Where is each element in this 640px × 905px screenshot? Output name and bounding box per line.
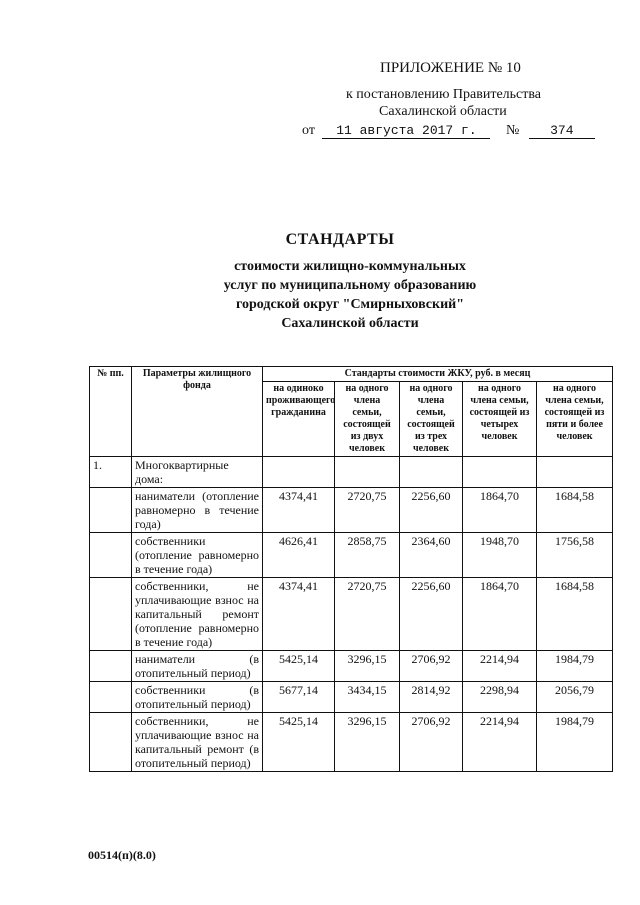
number-sign: №	[505, 123, 520, 138]
table-row	[90, 682, 613, 713]
appendix-region-line: Сахалинской области	[379, 104, 507, 119]
row-value: 5425,14	[263, 713, 335, 772]
header-family-of-two: на одного члена семьи, состоящей из двух человек	[335, 382, 400, 457]
empty-cell	[90, 488, 132, 533]
row-value: 5677,14	[263, 682, 335, 713]
table-row	[90, 713, 613, 772]
subtitle-line: услуг по муниципальному образованию	[223, 278, 477, 293]
row-value: 2256,60	[400, 578, 463, 651]
subtitle-line: городской округ "Смирныховский"	[236, 297, 464, 312]
row-value: 2706,92	[400, 651, 463, 682]
appendix-title: ПРИЛОЖЕНИЕ № 10	[380, 60, 521, 76]
row-value: 2214,94	[463, 713, 537, 772]
resolution-date: 11 августа 2017 г.	[322, 123, 490, 139]
header-parameters: Параметры жилищного фонда	[132, 367, 263, 457]
row-value: 1684,58	[537, 488, 613, 533]
empty-cell	[90, 578, 132, 651]
subtitle-line: стоимости жилищно-коммунальных	[234, 259, 466, 274]
section-index: 1.	[90, 457, 132, 488]
row-value: 2858,75	[335, 533, 400, 578]
row-value: 2256,60	[400, 488, 463, 533]
row-label: собственники, не уплачивающие взнос на капитальный ремонт (в отопительный период)	[132, 713, 263, 772]
date-prefix: от	[302, 123, 315, 138]
empty-cell	[400, 457, 463, 488]
row-value: 2214,94	[463, 651, 537, 682]
row-label: собственники (в отопительный период)	[132, 682, 263, 713]
row-value: 5425,14	[263, 651, 335, 682]
row-value: 3434,15	[335, 682, 400, 713]
subtitle-line: Сахалинской области	[281, 316, 419, 331]
row-label: наниматели (в отопительный период)	[132, 651, 263, 682]
document-title: СТАНДАРТЫ	[285, 231, 395, 248]
row-value: 2720,75	[335, 578, 400, 651]
document-subtitle	[200, 257, 500, 333]
row-value: 3296,15	[335, 713, 400, 772]
header-family-of-three: на одного члена семьи, состоящей из трех человек	[400, 382, 463, 457]
row-value: 1756,58	[537, 533, 613, 578]
row-value: 1984,79	[537, 713, 613, 772]
row-value: 2814,92	[400, 682, 463, 713]
row-value: 1864,70	[463, 488, 537, 533]
appendix-resolution-line: к постановлению Правительства	[346, 87, 542, 102]
empty-cell	[335, 457, 400, 488]
document-code: 00514(п)(8.0)	[88, 848, 156, 862]
empty-cell	[90, 651, 132, 682]
empty-cell	[263, 457, 335, 488]
resolution-date-row	[302, 123, 595, 139]
row-value: 4626,41	[263, 533, 335, 578]
row-value: 2364,60	[400, 533, 463, 578]
table-row	[90, 457, 613, 488]
table-row	[90, 488, 613, 533]
row-value: 2298,94	[463, 682, 537, 713]
empty-cell	[90, 533, 132, 578]
row-value: 2720,75	[335, 488, 400, 533]
empty-cell	[463, 457, 537, 488]
row-label: наниматели (отопление равномерно в течение года)	[132, 488, 263, 533]
row-value: 1684,58	[537, 578, 613, 651]
header-single-resident: на одиноко проживающего гражданина	[263, 382, 335, 457]
row-value: 1864,70	[463, 578, 537, 651]
row-value: 4374,41	[263, 488, 335, 533]
standards-table	[89, 366, 613, 772]
header-number: № пп.	[90, 367, 132, 457]
empty-cell	[90, 682, 132, 713]
row-value: 2706,92	[400, 713, 463, 772]
row-label: собственники, не уплачивающие взнос на капитальный ремонт (отопление равномерно в течение года)	[132, 578, 263, 651]
resolution-number: 374	[529, 123, 595, 139]
empty-cell	[90, 713, 132, 772]
section-label: Многоквартирные дома:	[132, 457, 263, 488]
table-row	[90, 578, 613, 651]
table-row	[90, 533, 613, 578]
row-value: 4374,41	[263, 578, 335, 651]
row-value: 1948,70	[463, 533, 537, 578]
header-family-of-four: на одного члена семьи, состоящей из четырех человек	[463, 382, 537, 457]
empty-cell	[537, 457, 613, 488]
header-standards-group: Стандарты стоимости ЖКУ, руб. в месяц	[263, 367, 613, 382]
row-value: 1984,79	[537, 651, 613, 682]
row-value: 3296,15	[335, 651, 400, 682]
table-row	[90, 651, 613, 682]
row-value: 2056,79	[537, 682, 613, 713]
header-family-of-five-plus: на одного члена семьи, состоящей из пяти и более человек	[537, 382, 613, 457]
row-label: собственники (отопление равномерно в течение года)	[132, 533, 263, 578]
